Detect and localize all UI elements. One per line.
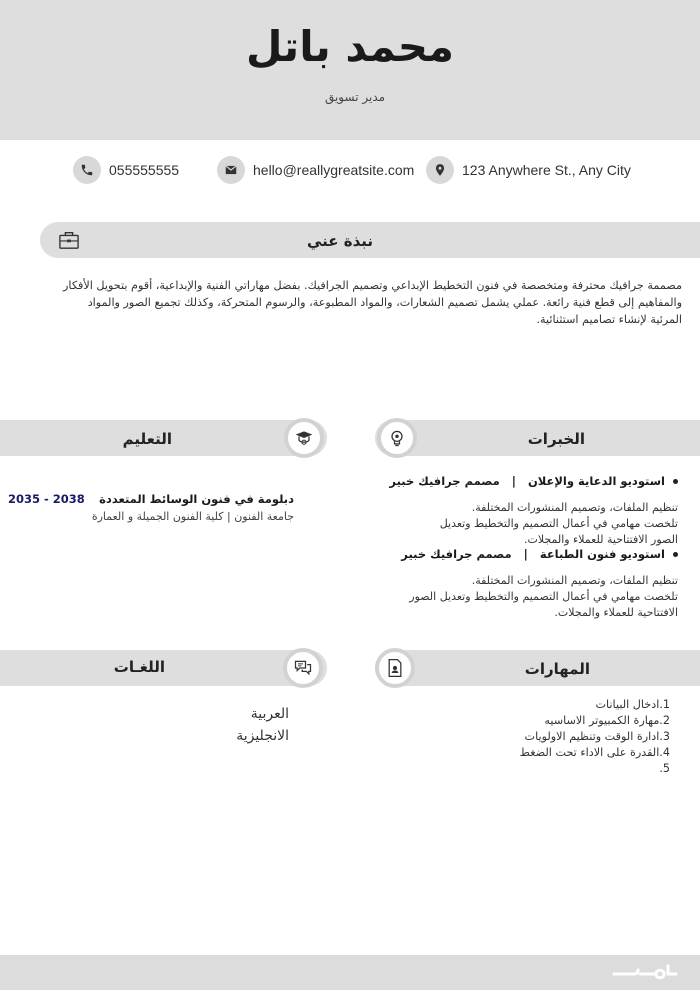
experience-company: استوديو الدعاية والإعلان [527,474,665,488]
list-item: 5. [659,762,670,775]
address-text: 123 Anywhere St., Any City [462,162,631,178]
list-item: الانجليزية [236,728,289,744]
contact-phone [73,156,179,184]
languages-title: اللغـات [113,658,165,676]
experience-title: الخبرات [527,430,585,448]
about-text: مصممة جرافيك محترفة ومتخصصة في فنون التخطيط الإبداعي وتصميم الجرافيك. بفضل مهاراتي الفنية والإبداعية، أقوم بتحويل الأفكار والمفاهيم إلى قطع فنية رائعة. عملي يشمل تصميم الشعارات، والمواد المطبوعة، والرسوم المتحركة، وكذلك تجميع الصور والمواد المرئية لإنشاء تصاميم استثنائية. [63,279,682,326]
email-text: hello@reallygreatsite.com [253,162,415,178]
watermark-logo [610,962,680,985]
education-institution: جامعة الفنون | كلية الفنون الجميلة و العمارة [91,510,294,523]
list-item: 3.ادارة الوقت وتنظيم الاولويات [524,730,670,743]
contact-address [426,156,631,184]
education-item [80,492,294,523]
experience-line: تنظيم الملفات، وتصميم المنشورات المختلفة. [471,574,678,587]
graduate-icon [284,418,324,458]
experience-heading: استوديو فنون الطباعة|مصمم جرافيك خبير [378,546,678,562]
job-title: مدير تسويق [324,90,386,104]
experience-line: الافتتاحية للعملاء والمجلات. [554,606,678,619]
about-title: نبذة عني [306,232,373,250]
bullet-icon [673,479,678,484]
skills-list [470,697,670,777]
experience-company: استوديو فنون الطباعة [539,547,665,561]
footer-band [0,955,700,990]
envelope-icon [217,156,245,184]
briefcase-icon [58,230,80,254]
experience-heading: استوديو الدعاية والإعلان|مصمم جرافيك خبير [378,473,678,489]
list-item: 2.مهارة الكمبيوتر الاساسيه [544,714,670,727]
education-years: 2035 - 2038 [8,492,85,506]
phone-icon [73,156,101,184]
list-item: 1.ادخال البيانات [595,698,670,711]
lightbulb-gear-icon [377,418,417,458]
experience-line: تلخصت مهامي في أعمال التصميم والتخطيط وتعديل [439,517,678,530]
list-item: العربية [250,706,289,722]
experience-role: مصمم جرافيك خبير [401,547,512,561]
experience-role: مصمم جرافيك خبير [389,474,500,488]
document-person-icon [375,648,415,688]
list-item: 4.القدرة على الاداء تحت الضغط [519,746,670,759]
experience-line: الصور الافتتاحية للعملاء والمجلات. [523,533,678,546]
bullet-icon [673,552,678,557]
skills-title: المهارات [524,660,590,678]
contact-email [217,156,414,184]
experience-item [378,473,678,548]
map-pin-icon [426,156,454,184]
education-title: التعليم [122,430,172,448]
experience-item [378,546,678,621]
phone-text: 055555555 [109,162,180,178]
chat-bubbles-icon [283,648,323,688]
person-name: محمد باتل [245,22,455,71]
experience-line: تنظيم الملفات، وتصميم المنشورات المختلفة. [471,501,678,514]
languages-list [236,703,289,747]
education-degree: دبلومة في فنون الوسائط المتعددة [99,492,294,506]
experience-line: تلخصت مهامي في أعمال التصميم والتخطيط وتعديل الصور [409,590,678,603]
